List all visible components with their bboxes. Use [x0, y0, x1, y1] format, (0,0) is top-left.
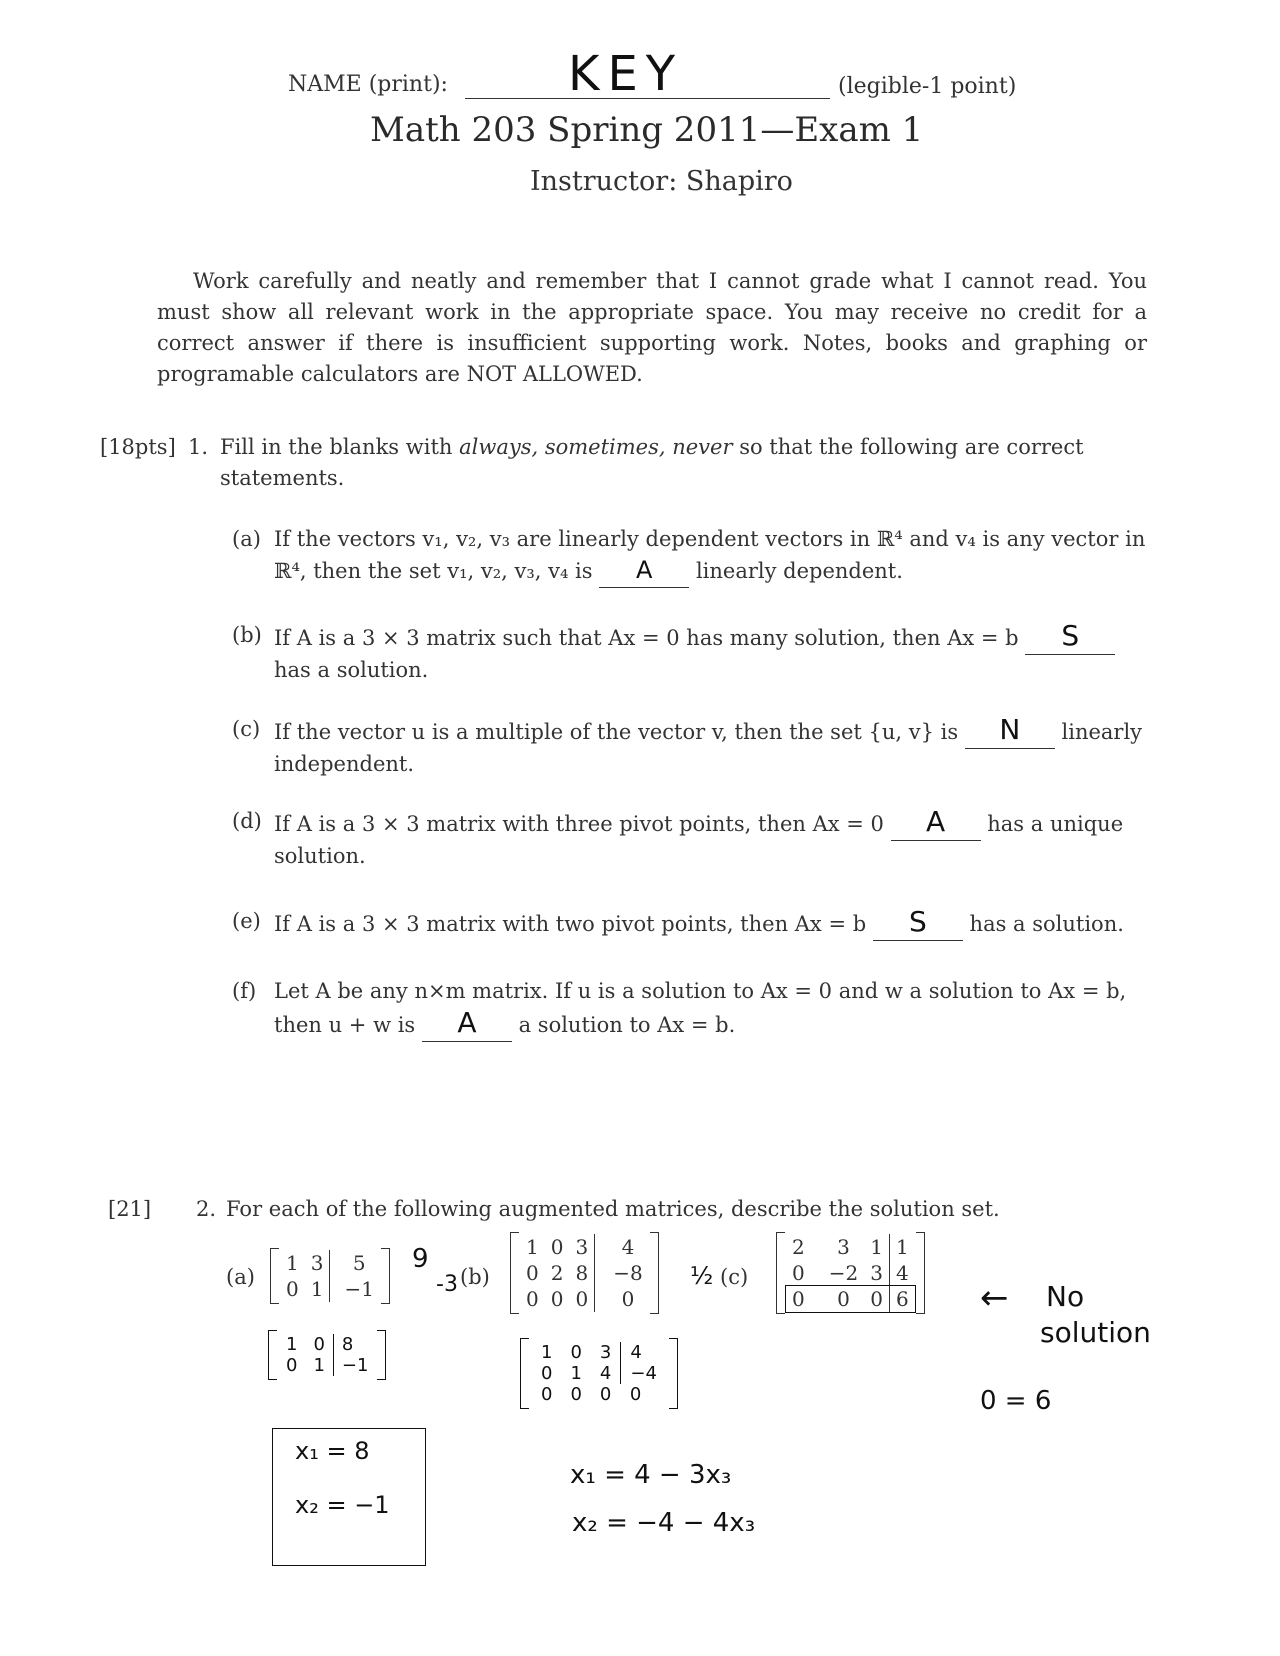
- q2c-equation: 0 = 6: [980, 1386, 1052, 1416]
- q1-part-f-answer: A: [457, 1006, 477, 1039]
- q1-part-c-text: If the vector u is a multiple of the vector v, then the set {u, v} is: [274, 720, 959, 744]
- q2-number: 2.: [196, 1197, 217, 1221]
- matrix-row: [786, 1260, 915, 1286]
- q2c-label: (c): [720, 1265, 749, 1289]
- matrix-cell: 8: [575, 1261, 589, 1285]
- q1-part-e-answer: S: [908, 905, 927, 938]
- matrix-row: [278, 1355, 376, 1376]
- matrix-cell: 0: [599, 1384, 612, 1405]
- matrix-cell: 4: [599, 1363, 612, 1384]
- legible-note: (legible-1 point): [838, 74, 1017, 99]
- q2a-label: (a): [226, 1265, 255, 1289]
- q1-part-a: [274, 524, 1154, 588]
- name-label: NAME (print):: [288, 72, 448, 97]
- q1-part-e: [274, 906, 1154, 941]
- q1-prompt-b: so that the following are correct statements.: [220, 435, 1084, 490]
- matrix-cell: 0: [629, 1384, 642, 1405]
- matrix-cell: 3: [575, 1235, 589, 1259]
- q1-number: 1.: [188, 435, 209, 459]
- name-line: [288, 72, 448, 97]
- q1-part-label-b: (b): [232, 623, 262, 647]
- q1-prompt-a: Fill in the blanks with: [220, 435, 453, 459]
- matrix-cell: 2: [550, 1261, 564, 1285]
- matrix-cell: 0: [286, 1355, 298, 1376]
- matrix-cell: 4: [621, 1342, 666, 1363]
- matrix-cell: 3: [837, 1235, 850, 1259]
- q1-part-label-c: (c): [232, 717, 261, 741]
- q1-part-c: [274, 714, 1154, 780]
- q1-part-d-text: If A is a 3 × 3 matrix with three pivot points, then Ax = 0: [274, 812, 884, 836]
- q1-part-a-blank: [599, 555, 689, 588]
- matrix-row: [520, 1234, 649, 1260]
- q1-part-a-post: linearly dependent.: [695, 559, 903, 583]
- instructions: Work carefully and neatly and remember that I cannot grade what I cannot read. You must show all relevant work in the appropriate space. You may receive no credit for a correct answer if there is insufficient supporting work. Notes, books and graphing or programable calculators are NOT ALLOWED.: [157, 269, 1147, 386]
- matrix-cell: 1: [870, 1235, 883, 1259]
- matrix-row: [532, 1363, 666, 1384]
- matrix-cell: 1: [310, 1277, 324, 1301]
- q1-part-d-blank: [891, 806, 981, 841]
- matrix-cell: 0: [595, 1286, 649, 1312]
- matrix-cell: 0: [570, 1384, 582, 1405]
- matrix-cell: 5: [330, 1250, 380, 1276]
- q1-part-c-post: linearly independent.: [274, 720, 1143, 776]
- matrix-cell: 0: [837, 1287, 850, 1311]
- q2a-note-top: 9: [412, 1244, 429, 1274]
- q2a-note-bottom: -3: [436, 1272, 458, 1297]
- matrix-cell: 0: [550, 1235, 564, 1259]
- q1-part-label-f: (f): [232, 979, 257, 1003]
- matrix-cell: 0: [526, 1261, 539, 1285]
- q1-part-f-blank: [422, 1007, 512, 1042]
- q1-part-a-answer: A: [636, 556, 653, 584]
- q2b-label: (b): [460, 1265, 490, 1289]
- q1-part-e-blank: [873, 906, 963, 941]
- matrix-cell: 1: [286, 1334, 298, 1355]
- q2b-note: ½: [690, 1262, 714, 1290]
- q1-part-f-text: Let A be any n×m matrix. If u is a solution to Ax = 0 and w a solution to Ax = b, then u + w is: [274, 979, 1127, 1037]
- matrix-cell: 1: [541, 1342, 553, 1363]
- q1-part-label-a: (a): [232, 527, 261, 551]
- matrix-row: [532, 1342, 666, 1363]
- q2a-rref-matrix: [268, 1330, 386, 1380]
- matrix-row: [786, 1234, 915, 1260]
- matrix-cell: 1: [526, 1235, 539, 1259]
- q2c-arrow-icon: ←: [980, 1278, 1009, 1318]
- q2b-rref-matrix: [520, 1338, 678, 1409]
- q2-points: [21]: [108, 1197, 152, 1221]
- matrix-cell: −8: [595, 1260, 649, 1286]
- q2c-matrix: [776, 1232, 925, 1314]
- matrix-cell: −1: [333, 1355, 376, 1376]
- q1-part-label-d: (d): [232, 809, 262, 833]
- matrix-cell: 1: [313, 1355, 325, 1376]
- matrix-row: [280, 1276, 380, 1302]
- matrix-cell: 0: [792, 1287, 805, 1311]
- q1-part-b-text: If A is a 3 × 3 matrix such that Ax = 0 has many solution, then Ax = b: [274, 626, 1019, 650]
- matrix-cell: 0: [570, 1342, 582, 1363]
- q1-part-b-blank: [1025, 620, 1115, 655]
- matrix-cell: 6: [889, 1286, 914, 1312]
- matrix-cell: 0: [792, 1261, 805, 1285]
- matrix-cell: 1: [570, 1363, 582, 1384]
- matrix-cell: 1: [286, 1251, 299, 1275]
- q1-part-b: [274, 620, 1154, 686]
- q1-part-c-blank: [965, 714, 1055, 749]
- matrix-cell: 4: [889, 1260, 914, 1286]
- q1-part-f-post: a solution to Ax = b.: [518, 1013, 736, 1037]
- q1-part-d-answer: A: [926, 805, 946, 838]
- matrix-cell: 0: [286, 1277, 299, 1301]
- matrix-row: [532, 1384, 666, 1405]
- q1-part-e-text: If A is a 3 × 3 matrix with two pivot points, then Ax = b: [274, 912, 867, 936]
- q2-prompt: For each of the following augmented matrices, describe the solution set.: [226, 1197, 1000, 1221]
- matrix-row: [520, 1286, 649, 1312]
- q2a-solution-2: x₂ = −1: [295, 1491, 390, 1519]
- matrix-cell: 0: [313, 1334, 325, 1355]
- matrix-row: [520, 1260, 649, 1286]
- matrix-cell: 3: [599, 1342, 612, 1363]
- matrix-cell: −2: [828, 1261, 859, 1285]
- matrix-cell: 8: [333, 1334, 376, 1355]
- instructor: Instructor: Shapiro: [530, 166, 793, 197]
- q1-points: [18pts]: [100, 435, 176, 459]
- matrix-cell: −1: [330, 1276, 380, 1302]
- matrix-cell: 0: [870, 1287, 883, 1311]
- matrix-cell: 1: [889, 1234, 914, 1260]
- name-value: KEY: [568, 46, 684, 102]
- q1-part-d: [274, 806, 1154, 872]
- q2b-matrix: [510, 1232, 659, 1314]
- matrix-cell: −4: [621, 1363, 666, 1384]
- q1-part-e-post: has a solution.: [969, 912, 1124, 936]
- matrix-row: [280, 1250, 380, 1276]
- q1-part-b-answer: S: [1061, 619, 1080, 652]
- matrix-cell: 0: [526, 1287, 539, 1311]
- q2c-answer-1: No: [1046, 1280, 1085, 1313]
- matrix-cell: 0: [541, 1384, 553, 1405]
- matrix-cell: 0: [541, 1363, 553, 1384]
- page-title: Math 203 Spring 2011—Exam 1: [370, 110, 924, 150]
- q1-part-f: [274, 976, 1154, 1042]
- q2c-answer-2: solution: [1040, 1316, 1151, 1349]
- q1-part-label-e: (e): [232, 909, 261, 933]
- q2a-solution-box: [272, 1428, 426, 1566]
- q2a-matrix: [270, 1248, 390, 1304]
- q2b-solution-1: x₁ = 4 − 3x₃: [570, 1460, 732, 1490]
- q1-prompt: [220, 432, 1160, 494]
- matrix-cell: 2: [792, 1235, 805, 1259]
- q1-part-c-answer: N: [999, 713, 1021, 746]
- matrix-cell: 4: [595, 1234, 649, 1260]
- matrix-cell: 3: [870, 1261, 883, 1285]
- q1-part-a-text: If the vectors v₁, v₂, v₃ are linearly dependent vectors in ℝ⁴ and v₄ is any vector in ℝ⁴, then the set v₁, v₂, v₃, v₄ is: [274, 527, 1146, 583]
- matrix-cell: 0: [550, 1287, 564, 1311]
- q1-prompt-words: always, sometimes, never: [459, 435, 733, 459]
- matrix-row: [786, 1286, 915, 1312]
- matrix-cell: 3: [310, 1251, 324, 1275]
- q2a-solution-1: x₁ = 8: [295, 1437, 370, 1465]
- matrix-cell: 0: [575, 1287, 589, 1311]
- q1-part-b-post: has a solution.: [274, 658, 429, 682]
- q1-part-d-post: has a unique solution.: [274, 812, 1124, 868]
- matrix-row: [278, 1334, 376, 1355]
- q2b-solution-2: x₂ = −4 − 4x₃: [572, 1508, 756, 1538]
